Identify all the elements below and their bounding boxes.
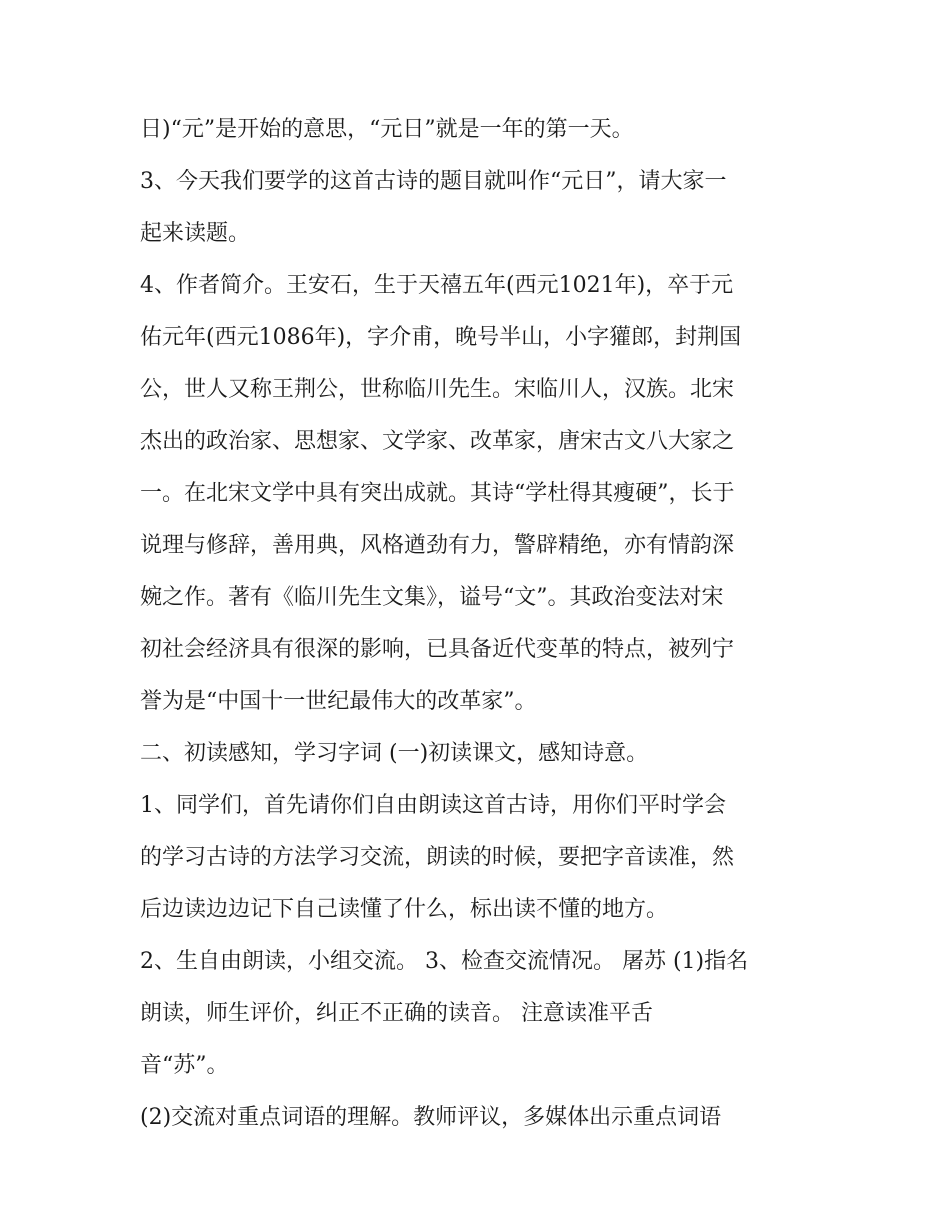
text-line: 起来读题。 — [140, 221, 251, 246]
text-line: 二、初读感知，学习字词 (一)初读课文，感知诗意。 — [140, 741, 649, 766]
text-line: 3、今天我们要学的这首古诗的题目就叫作“元日”，请大家一 — [140, 169, 727, 194]
text-line: 公，世人又称王荆公，世称临川先生。宋临川人，汉族。北宋 — [140, 377, 735, 402]
text-line: (2)交流对重点词语的理解。教师评议，多媒体出示重点词语 — [140, 1105, 722, 1130]
text-line: 2、生自由朗读，小组交流。 3、检查交流情况。 屠苏 (1)指名 — [140, 949, 749, 974]
text-line: 1、同学们，首先请你们自由朗读这首古诗，用你们平时学会 — [140, 793, 726, 818]
text-line: 杰出的政治家、思想家、文学家、改革家，唐宋古文八大家之 — [140, 429, 735, 454]
text-line: 后边读边边记下自己读懂了什么，标出读不懂的地方。 — [140, 897, 669, 922]
text-line: 婉之作。著有《临川先生文集》，谥号“文”。其政治变法对宋 — [140, 585, 724, 610]
text-line: 的学习古诗的方法学习交流，朗读的时候，要把字音读准，然 — [140, 845, 735, 870]
text-line: 佑元年(西元1086年)，字介甫，晚号半山，小字獾郎，封荆国 — [140, 325, 742, 350]
text-line: 说理与修辞，善用典，风格遒劲有力，警辟精绝，亦有情韵深 — [140, 533, 735, 558]
text-line: 朗读，师生评价，纠正不正确的读音。 注意读准平舌 — [140, 1001, 653, 1026]
document-body — [140, 104, 820, 1144]
text-line: 誉为是“中国十一世纪最伟大的改革家”。 — [140, 689, 537, 714]
text-line: 日)“元”是开始的意思，“元日”就是一年的第一天。 — [140, 117, 634, 142]
text-line: 音“苏”。 — [140, 1053, 229, 1078]
text-line: 一。在北宋文学中具有突出成就。其诗“学杜得其瘦硬”，长于 — [140, 481, 735, 506]
text-line: 4、作者简介。王安石，生于天禧五年(西元1021年)，卒于元 — [140, 273, 734, 298]
text-line: 初社会经济具有很深的影响，已具备近代变革的特点，被列宁 — [140, 637, 735, 662]
